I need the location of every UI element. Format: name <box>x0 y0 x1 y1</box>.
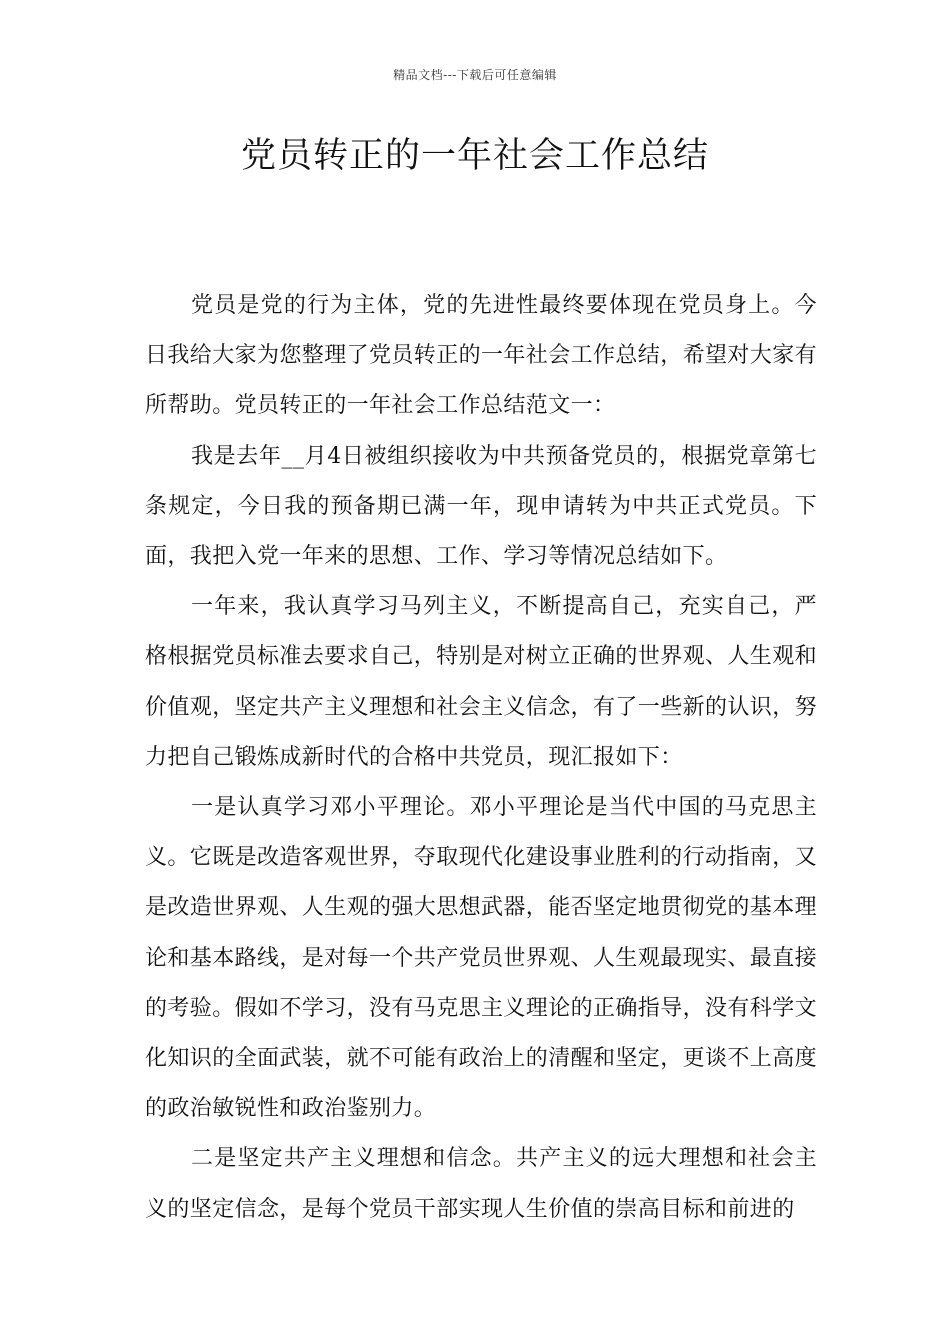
paragraph-2: 我是去年__月4日被组织接收为中共预备党员的，根据党章第七条规定，今日我的预备期已满一年，现申请转为中共正式党员。下面，我把入党一年来的思想、工作、学习等情况总结如下。 <box>145 443 817 570</box>
document-title: 党员转正的一年社会工作总结 <box>240 136 709 176</box>
header-note: 精品文档---下载后可任意编辑 <box>393 68 557 82</box>
paragraph-4: 一是认真学习邓小平理论。邓小平理论是当代中国的马克思主义。它既是改造客观世界，夺取现代化建设事业胜利的行动指南，又是改造世界观、人生观的强大思想武器，能否坚定地贯彻党的基本理论和基本路线，是对每一个共产党员世界观、人生观最现实、最直接的考验。假如不学习，没有马克思主义理论的正确指导，没有科学文化知识的全面武装，就不可能有政治上的清醒和坚定，更谈不上高度的政治敏锐性和政治鉴别力。 <box>145 795 818 1122</box>
document-body <box>145 281 817 1235</box>
paragraph-1: 党员是党的行为主体，党的先进性最终要体现在党员身上。今日我给大家为您整理了党员转正的一年社会工作总结，希望对大家有所帮助。党员转正的一年社会工作总结范文一： <box>145 293 818 419</box>
paragraph-5: 二是坚定共产主义理想和信念。共产主义的远大理想和社会主义的坚定信念，是每个党员干部实现人生价值的崇高目标和前进的 <box>145 1146 817 1222</box>
paragraph-3: 一年来，我认真学习马列主义，不断提高自己，充实自己，严格根据党员标准去要求自己，特别是对树立正确的世界观、人生观和价值观，坚定共产主义理想和社会主义信念，有了一些新的认识，努力把自己锻炼成新时代的合格中共党员，现汇报如下： <box>145 594 818 770</box>
